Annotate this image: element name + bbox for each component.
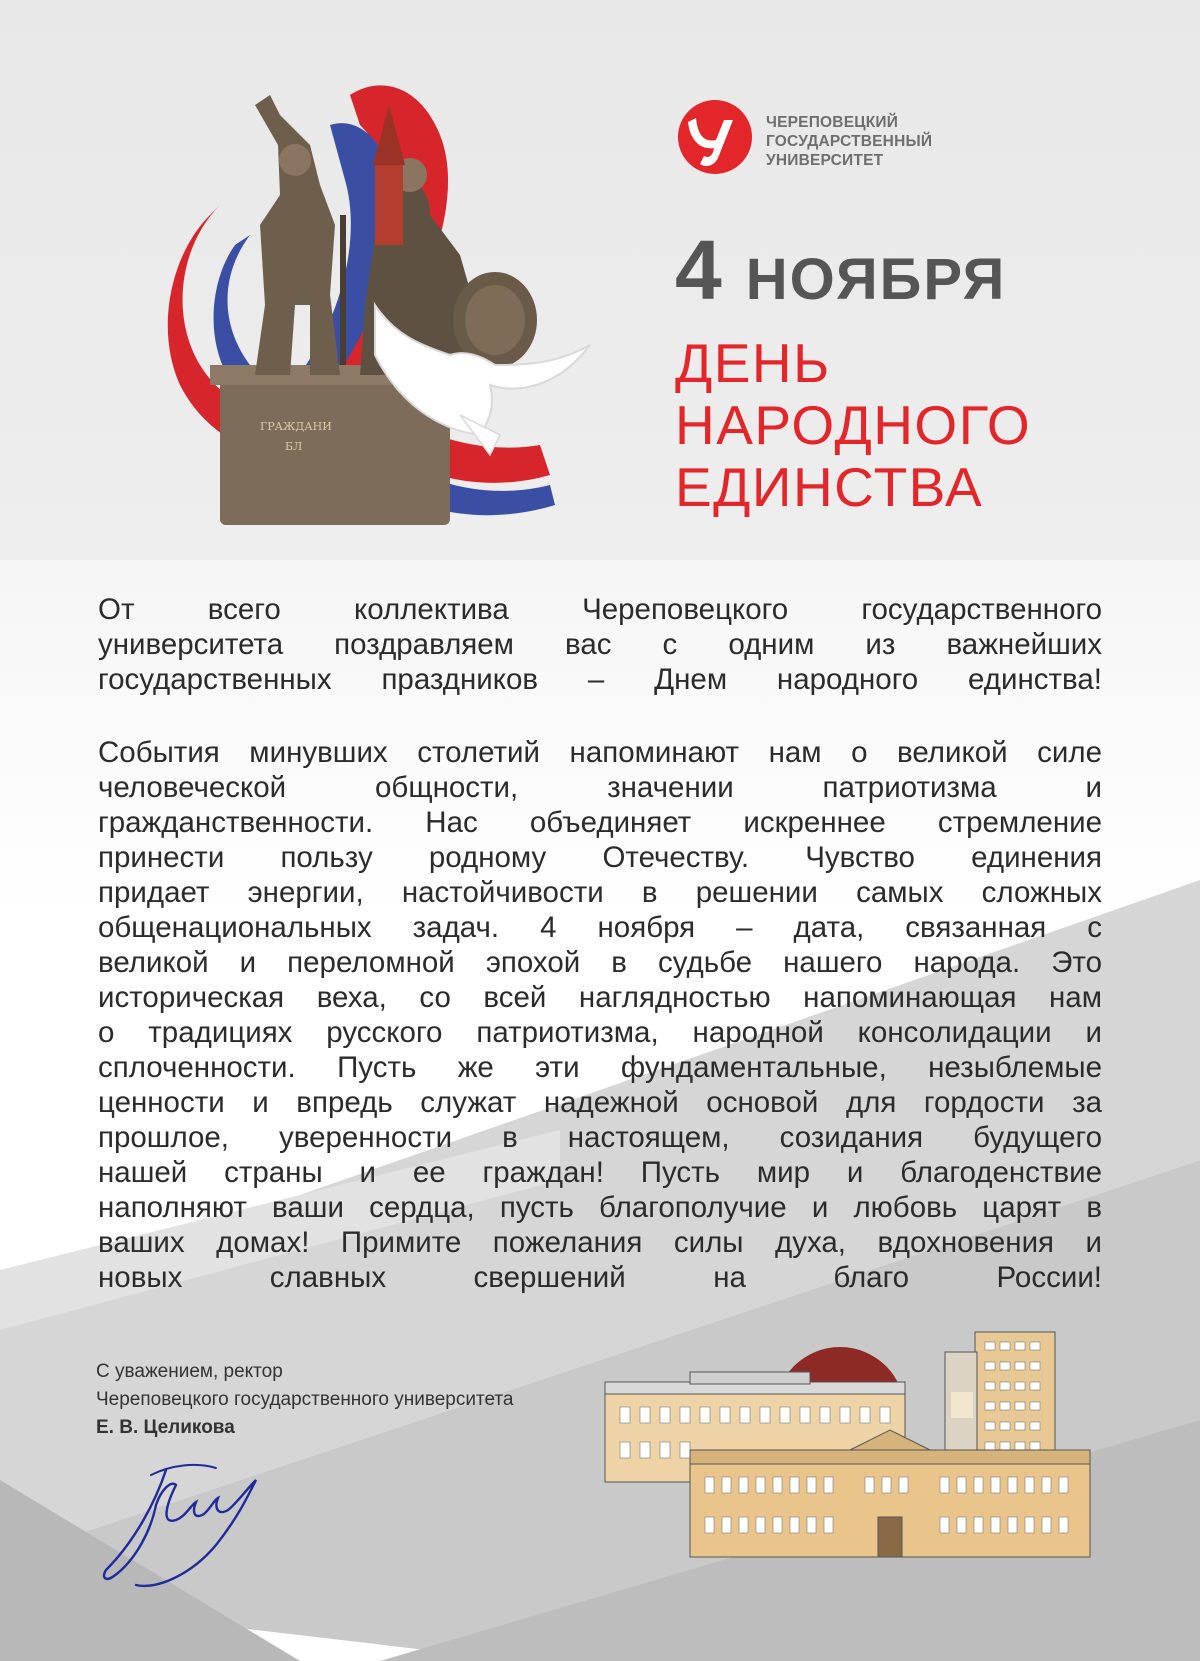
date-month: НОЯБРЯ	[745, 247, 1007, 312]
text-line: гражданственности. Нас объединяет искреннее стремление	[98, 806, 1102, 839]
signature-block	[96, 1358, 513, 1442]
university-buildings-icon	[600, 1322, 1100, 1567]
holiday-title-line: ЕДИНСТВА	[675, 456, 984, 518]
text-line: общенациональных задач. 4 ноября – дата, связанная с	[98, 911, 1102, 944]
university-name-line: ЧЕРЕПОВЕЦКИЙ	[766, 114, 899, 131]
university-name	[766, 113, 932, 170]
text-line: придает энергии, настойчивости в решении самых сложных	[98, 876, 1102, 909]
greeting-paragraph	[98, 592, 1102, 697]
text-line: о традициях русского патриотизма, народной консолидации и	[98, 1016, 1102, 1049]
plaque-text-1: ГРАЖДАНИ	[260, 420, 332, 433]
text-line: человеческой общности, значении патриотизма и	[98, 771, 1102, 804]
date-heading	[675, 223, 1007, 317]
monument-illustration	[160, 75, 660, 535]
text-line: великой и переломной эпохой в судьбе нашего народа. Это	[98, 946, 1102, 979]
signer-name: Е. В. Целикова	[96, 1417, 235, 1438]
plaque-text-2: БЛ	[285, 440, 303, 453]
text-line: События минувших столетий напоминают нам о великой силе	[98, 736, 1102, 769]
closing-line: С уважением, ректор	[96, 1361, 283, 1382]
organization-line: Череповецкого государственного университета	[96, 1389, 514, 1410]
university-name-line: УНИВЕРСИТЕТ	[766, 152, 884, 169]
text-line: университета поздравляем вас с одним из важнейших	[98, 628, 1102, 661]
text-line: нашей страны и ее граждан! Пусть мир и благоденствие	[98, 1156, 1102, 1189]
message-paragraph	[98, 735, 1102, 1295]
text-line: государственных праздников – Днем народного единства!	[98, 663, 1102, 696]
date-day: 4	[675, 223, 722, 317]
university-logo-icon	[676, 98, 754, 176]
text-line: От всего коллектива Череповецкого государственного	[98, 593, 1102, 626]
university-name-line: ГОСУДАРСТВЕННЫЙ	[766, 133, 933, 150]
text-line: принести пользу родному Отечеству. Чувство единения	[98, 841, 1102, 874]
text-line: новых славных свершений на благо России!	[98, 1261, 1102, 1294]
text-line: ваших домах! Примите пожелания силы духа, вдохновения и	[98, 1226, 1102, 1259]
text-line: ценности и впредь служат надежной основой для гордости за	[98, 1086, 1102, 1119]
text-line: прошлое, уверенности в настоящем, созидания будущего	[98, 1121, 1102, 1154]
holiday-title-line: ДЕНЬ	[675, 332, 831, 394]
text-line: сплоченности. Пусть же эти фундаментальные, незыблемые	[98, 1051, 1102, 1084]
text-line: наполняют ваши сердца, пусть благополучие и любовь царят в	[98, 1191, 1102, 1224]
holiday-title	[675, 332, 1031, 518]
text-line: историческая веха, со всей наглядностью напоминающая нам	[98, 981, 1102, 1014]
handwritten-signature-icon	[96, 1450, 276, 1600]
holiday-title-line: НАРОДНОГО	[675, 394, 1032, 456]
